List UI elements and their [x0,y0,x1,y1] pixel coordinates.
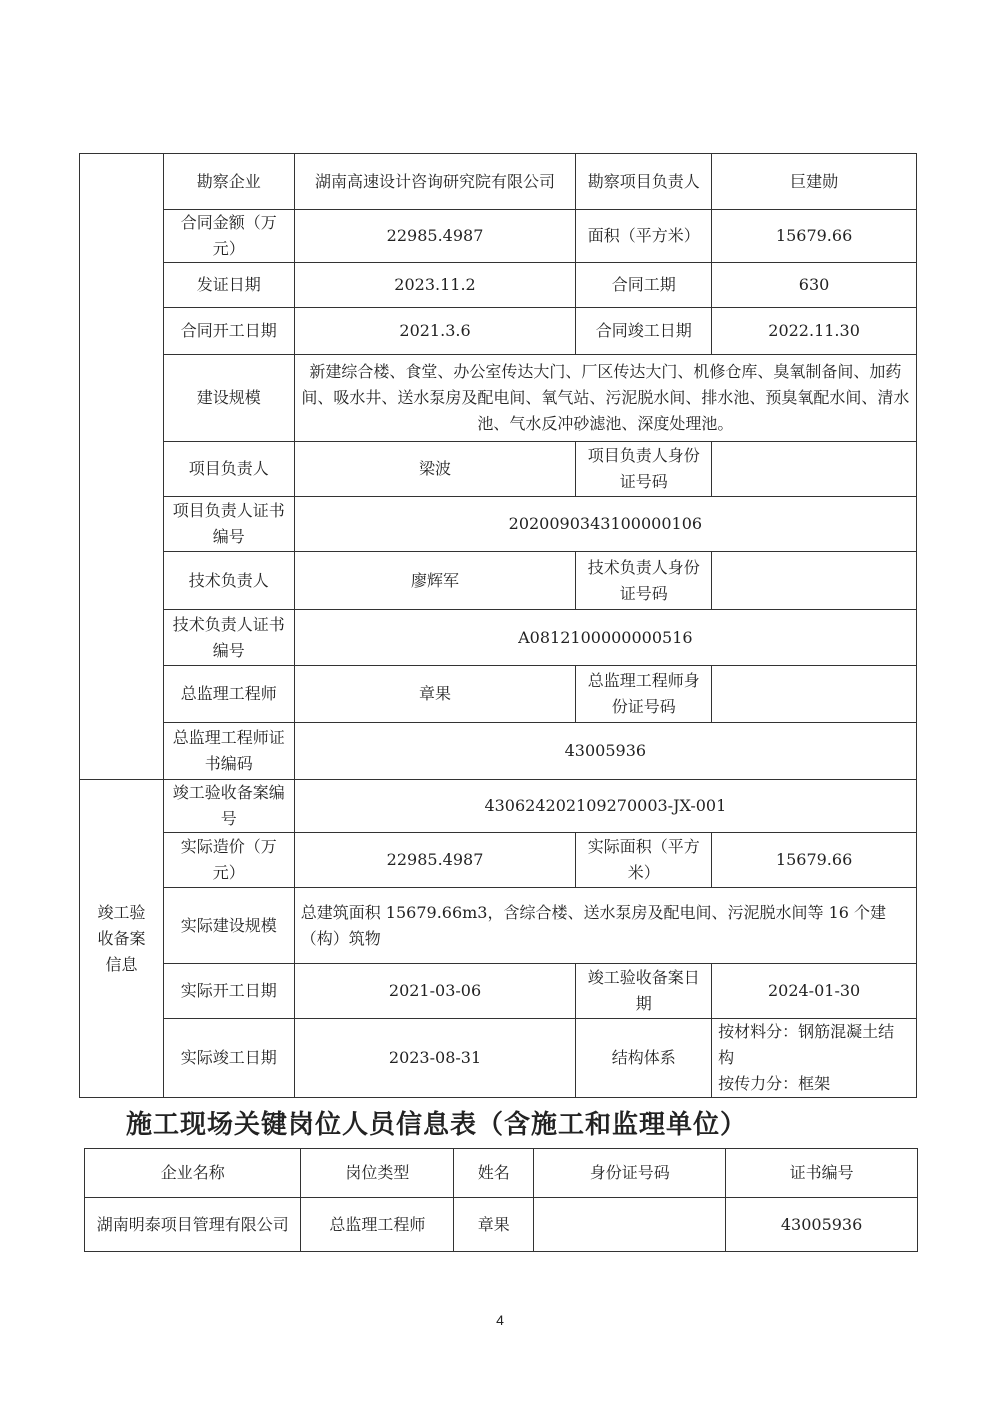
value-record-date: 2024-01-30 [712,964,917,1019]
label-actual-end: 实际竣工日期 [163,1019,294,1098]
value-build-scale: 新建综合楼、食堂、办公室传达大门、厂区传达大门、机修仓库、臭氧制备间、加药间、吸水井、送水泵房及配电间、氧气站、污泥脱水间、排水池、预臭氧配水间、清水池、气水反冲砂滤池、深度处理池。 [294,355,916,442]
label-actual-cost: 实际造价（万元） [163,833,294,888]
value-actual-end: 2023-08-31 [294,1019,576,1098]
value-contract-end: 2022.11.30 [712,308,917,355]
label-actual-area: 实际面积（平方米） [576,833,712,888]
label-project-lead: 项目负责人 [163,442,294,497]
header-company: 企业名称 [85,1149,301,1198]
section-blank-cell [80,154,164,780]
value-tech-lead-id [712,552,917,610]
value-tech-lead: 廖辉军 [294,552,576,610]
header-cert-number: 证书编号 [726,1149,918,1198]
value-project-lead: 梁波 [294,442,576,497]
value-contract-start: 2021.3.6 [294,308,576,355]
label-contract-end: 合同竣工日期 [576,308,712,355]
value-survey-company: 湖南高速设计咨询研究院有限公司 [294,154,576,210]
cell-id-number [534,1198,726,1252]
header-position: 岗位类型 [301,1149,454,1198]
label-tech-lead-id: 技术负责人身份证号码 [576,552,712,610]
project-info-table [79,153,917,1098]
value-contract-period: 630 [712,263,917,308]
personnel-table [84,1148,918,1252]
label-survey-lead: 勘察项目负责人 [576,154,712,210]
label-chief-supervisor-id: 总监理工程师身份证号码 [576,666,712,723]
cell-name: 章果 [454,1198,534,1252]
value-actual-start: 2021-03-06 [294,964,576,1019]
label-tech-lead-cert: 技术负责人证书编号 [163,610,294,666]
value-chief-supervisor: 章果 [294,666,576,723]
label-actual-start: 实际开工日期 [163,964,294,1019]
cell-position: 总监理工程师 [301,1198,454,1252]
header-id-number: 身份证号码 [534,1149,726,1198]
value-actual-cost: 22985.4987 [294,833,576,888]
structure-by-load: 按传力分：框架 [718,1074,831,1093]
value-tech-lead-cert: A0812100000000516 [294,610,916,666]
personnel-table-title: 施工现场关键岗位人员信息表（含施工和监理单位） [126,1110,748,1140]
value-area: 15679.66 [712,210,917,263]
structure-by-material: 按材料分：钢筋混凝土结构 [718,1022,895,1067]
value-contract-amount: 22985.4987 [294,210,576,263]
value-chief-supervisor-cert: 43005936 [294,723,916,780]
section-label-completion: 竣工验收备案信息 [80,780,164,1098]
value-issue-date: 2023.11.2 [294,263,576,308]
page-number: 4 [496,1312,504,1328]
label-build-scale: 建设规模 [163,355,294,442]
value-survey-lead: 巨建勋 [712,154,917,210]
label-issue-date: 发证日期 [163,263,294,308]
value-project-lead-cert: 2020090343100000106 [294,497,916,552]
label-chief-supervisor: 总监理工程师 [163,666,294,723]
cell-cert-number: 43005936 [726,1198,918,1252]
value-project-lead-id [712,442,917,497]
label-structure-system: 结构体系 [576,1019,712,1098]
value-record-number: 430624202109270003-JX-001 [294,780,916,833]
label-tech-lead: 技术负责人 [163,552,294,610]
label-project-lead-cert: 项目负责人证书编号 [163,497,294,552]
label-area: 面积（平方米） [576,210,712,263]
value-actual-scale: 总建筑面积 15679.66m3，含综合楼、送水泵房及配电间、污泥脱水间等 16 个建（构）筑物 [294,888,916,964]
label-contract-period: 合同工期 [576,263,712,308]
value-actual-area: 15679.66 [712,833,917,888]
cell-company: 湖南明泰项目管理有限公司 [85,1198,301,1252]
label-record-number: 竣工验收备案编号 [163,780,294,833]
label-contract-amount: 合同金额（万元） [163,210,294,263]
label-record-date: 竣工验收备案日期 [576,964,712,1019]
label-contract-start: 合同开工日期 [163,308,294,355]
label-actual-scale: 实际建设规模 [163,888,294,964]
value-chief-supervisor-id [712,666,917,723]
label-project-lead-id: 项目负责人身份证号码 [576,442,712,497]
value-structure-system [712,1019,917,1098]
label-chief-supervisor-cert: 总监理工程师证书编码 [163,723,294,780]
label-survey-company: 勘察企业 [163,154,294,210]
header-name: 姓名 [454,1149,534,1198]
